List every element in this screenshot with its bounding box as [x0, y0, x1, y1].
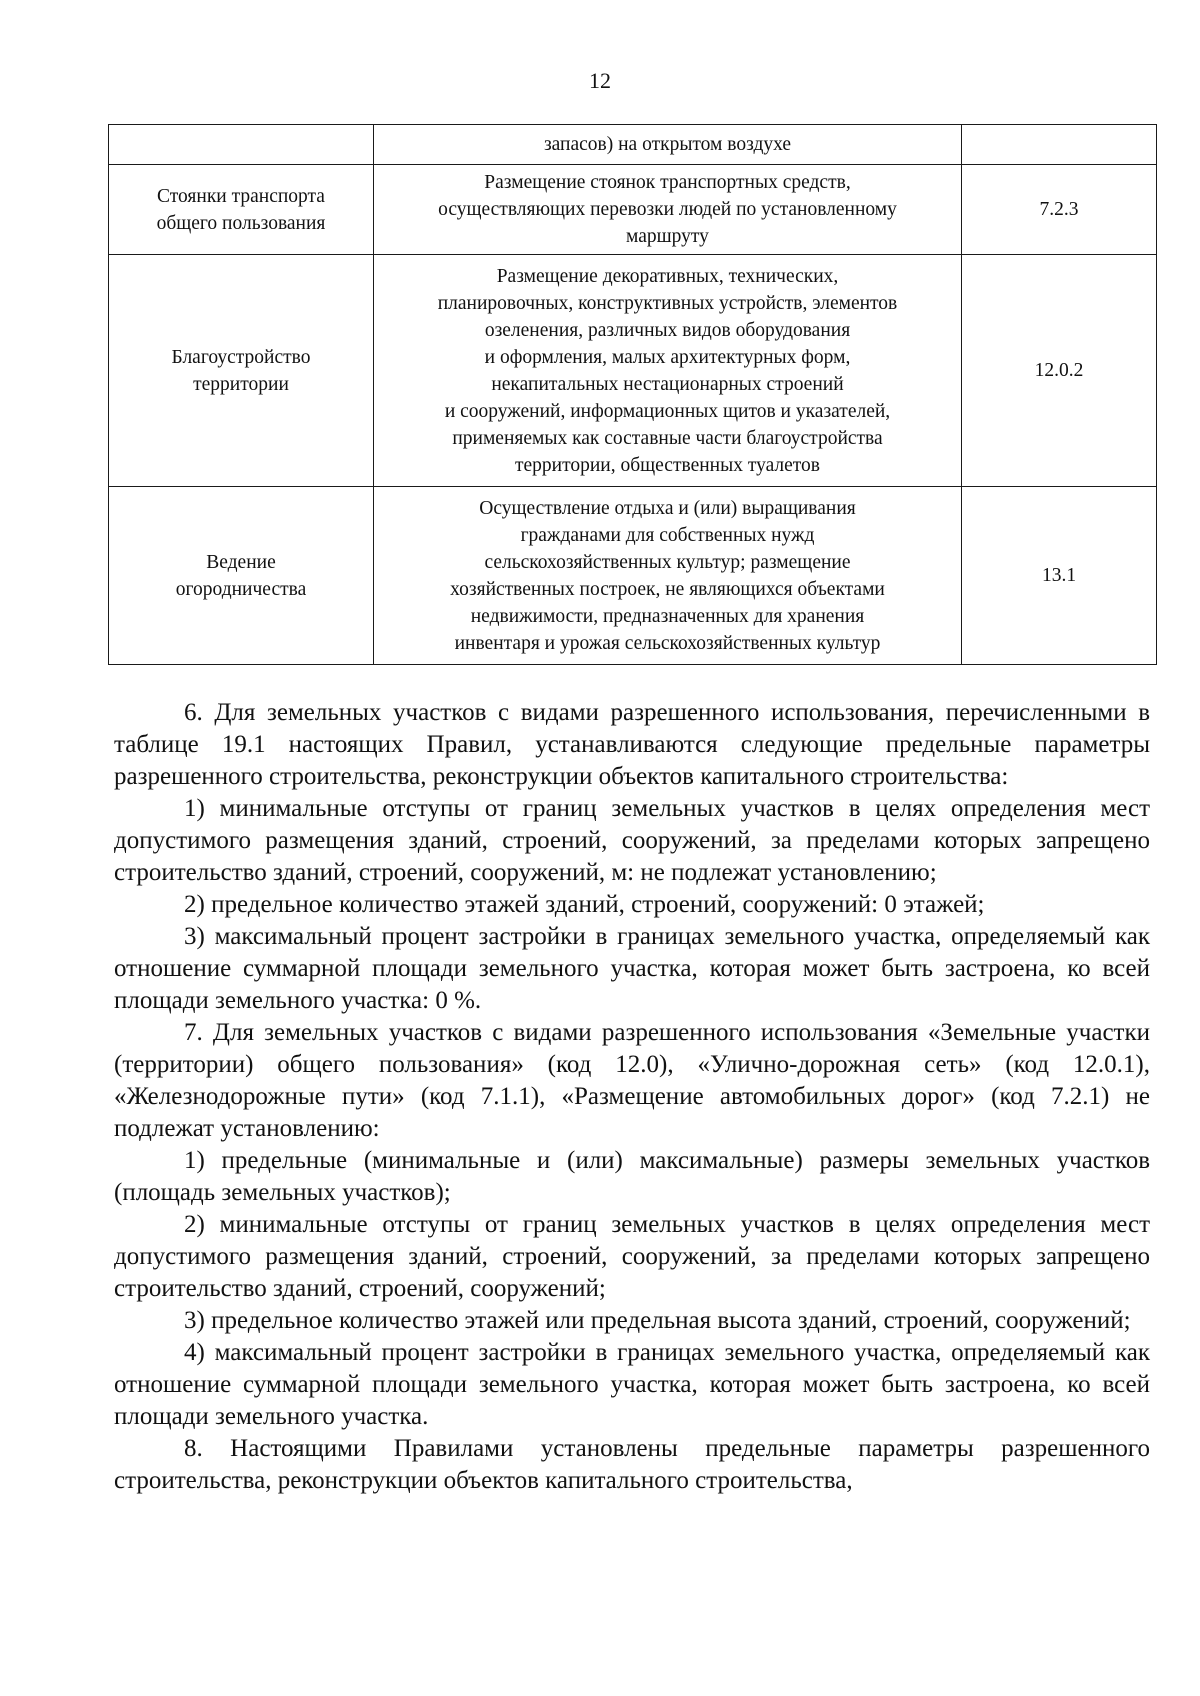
description-line: инвентаря и урожая сельскохозяйственных культур: [454, 632, 881, 654]
name-line: Благоустройство: [171, 346, 311, 368]
paragraph: 6. Для земельных участков с видами разрешенного использования, перечисленными в таблице 19.1 настоящих Правил, устанавливаются следующие предельные параметры разрешенного строительства, реконструкции объектов капитального строительства:: [114, 699, 1150, 790]
description-line: Размещение декоративных, технических,: [496, 265, 839, 287]
description-line: и сооружений, информационных щитов и указателей,: [444, 400, 891, 422]
name-line: общего пользования: [156, 212, 326, 234]
use-name-cell: [109, 125, 374, 165]
description-line: маршруту: [626, 226, 709, 247]
paragraph: 3) предельное количество этажей или предельная высота зданий, строений, сооружений;: [184, 1307, 1131, 1334]
description-line: запасов) на открытом воздухе: [543, 134, 792, 155]
paragraph: 2) предельное количество этажей зданий, строений, сооружений: 0 этажей;: [184, 891, 985, 918]
description-line: недвижимости, предназначенных для хранения: [470, 605, 865, 627]
description-line: планировочных, конструктивных устройств, элементов: [437, 292, 898, 314]
name-line: Ведение: [206, 551, 276, 573]
table-row: [109, 165, 1157, 255]
description-line: применяемых как составные части благоустройства: [452, 427, 883, 449]
use-name-cell: [109, 165, 374, 255]
use-description-cell: [374, 165, 962, 255]
use-code-cell: 13.1: [962, 487, 1157, 665]
paragraph: 8. Настоящими Правилами установлены предельные параметры разрешенного строительства, реконструкции объектов капитального строительства,: [114, 1435, 1150, 1494]
page-number: 12: [589, 68, 611, 93]
paragraph: 3) максимальный процент застройки в границах земельного участка, определяемый как отношение суммарной площади земельного участка, которая может быть застроена, ко всей площади земельного участка: 0 %.: [114, 923, 1150, 1014]
use-description-cell: [374, 125, 962, 165]
paragraph: 4) максимальный процент застройки в границах земельного участка, определяемый как отношение суммарной площади земельного участка, которая может быть застроена, ко всей площади земельного участка.: [114, 1339, 1150, 1430]
use-code-cell: [962, 125, 1157, 165]
description-line: осуществляющих перевозки людей по установленному: [438, 199, 897, 220]
description-line: гражданами для собственных нужд: [520, 524, 815, 546]
use-description-cell: [374, 487, 962, 665]
body-text: [114, 697, 1150, 1497]
paragraph: 7. Для земельных участков с видами разрешенного использования «Земельные участки (территории) общего пользования» (код 12.0), «Улично-дорожная сеть» (код 12.0.1), «Железнодорожные пути» (код 7.1.1), «Размещение автомобильных дорог» (код 7.2.1) не подлежат установлению:: [114, 1019, 1150, 1142]
use-name-cell: [109, 487, 374, 665]
description-line: сельскохозяйственных культур; размещение: [484, 551, 851, 573]
description-line: некапитальных нестационарных строений: [491, 373, 844, 395]
description-line: Размещение стоянок транспортных средств,: [484, 172, 851, 193]
description-line: озеленения, различных видов оборудования: [484, 319, 851, 341]
use-name-cell: [109, 255, 374, 487]
description-line: и оформления, малых архитектурных форм,: [484, 346, 851, 368]
description-line: Осуществление отдыха и (или) выращивания: [479, 497, 856, 519]
table-row: [109, 255, 1157, 487]
use-code-cell: 12.0.2: [962, 255, 1157, 487]
description-line: территории, общественных туалетов: [514, 454, 821, 476]
use-code-cell: 7.2.3: [962, 165, 1157, 255]
land-use-table: [108, 124, 1157, 665]
description-line: хозяйственных построек, не являющихся объектами: [450, 578, 885, 600]
name-line: территории: [193, 373, 289, 395]
name-line: огородничества: [175, 578, 307, 600]
paragraph: 2) минимальные отступы от границ земельных участков в целях определения мест допустимого размещения зданий, строений, сооружений, за пределами которых запрещено строительство зданий, строений, сооружений;: [114, 1211, 1150, 1302]
table-row: [109, 487, 1157, 665]
table-row: [109, 125, 1157, 165]
name-line: Стоянки транспорта: [157, 185, 325, 207]
paragraph: 1) предельные (минимальные и (или) максимальные) размеры земельных участков (площадь земельных участков);: [114, 1147, 1150, 1206]
use-description-cell: [374, 255, 962, 487]
paragraph: 1) минимальные отступы от границ земельных участков в целях определения мест допустимого размещения зданий, строений, сооружений, за пределами которых запрещено строительство зданий, строений, сооружений, м: не подлежат установлению;: [114, 795, 1150, 886]
